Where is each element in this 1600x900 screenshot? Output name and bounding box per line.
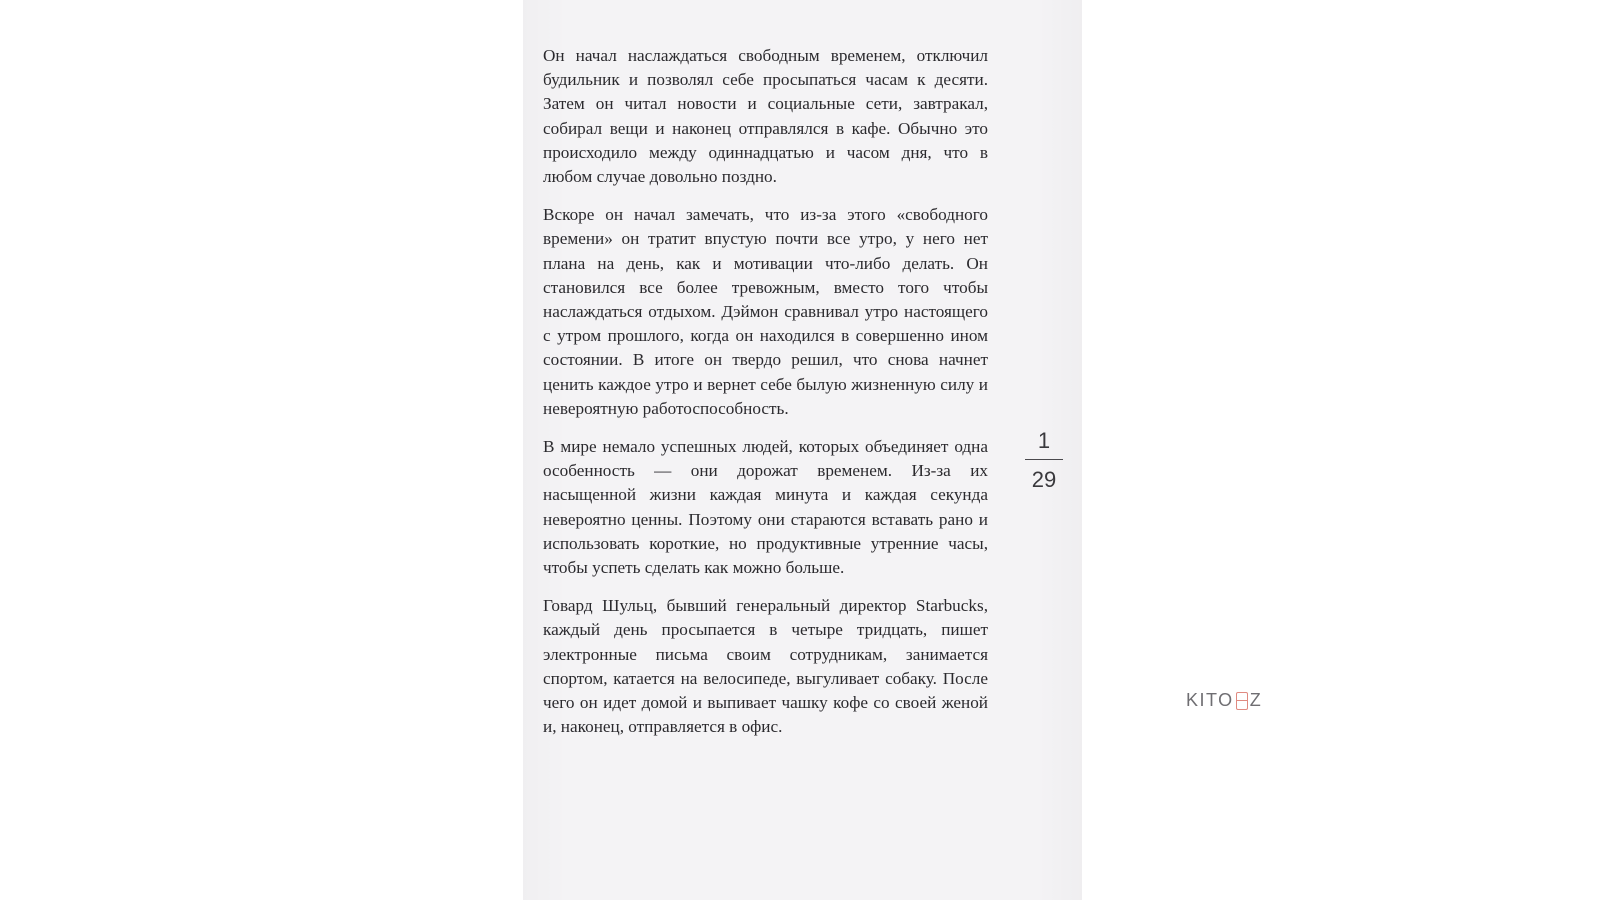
watermark-book-icon	[1236, 692, 1248, 710]
page-body-text	[543, 44, 988, 753]
watermark-text-right: Z	[1249, 690, 1263, 710]
paragraph-4: Говард Шульц, бывший генеральный директор Starbucks, каждый день просыпается в четыре тридцать, пишет электронные письма своим сотрудникам, занимается спортом, катается на велосипеде, выгуливает собаку. После чего он идет домой и выпивает чашку кофе со своей женой и, наконец, отправляется в офис.	[543, 596, 988, 737]
paragraph-2: Вскоре он начал замечать, что из-за этого «свободного времени» он тратит впустую почти все утро, у него нет плана на день, как и мотивации что-либо делать. Он становился все более тревожным, вместо того чтобы наслаждаться отдыхом. Дэймон сравнивал утро настоящего с утром прошлого, когда он находился в совершенно ином состоянии. В итоге он твердо решил, что снова начнет ценить каждое утро и вернет себе былую жизненную силу и невероятную работоспособность.	[543, 205, 988, 418]
page-number	[1023, 430, 1065, 491]
paragraph-3: В мире немало успешных людей, которых объединяет одна особенность — они дорожат временем. Из-за их насыщенной жизни каждая минута и каждая секунда невероятно ценны. Поэтому они стараются вставать рано и использовать короткие, но продуктивные утренние часы, чтобы успеть сделать как можно больше.	[543, 437, 988, 578]
watermark-text-left: KITO	[1186, 690, 1234, 710]
page-number-bottom: 29	[1031, 467, 1057, 492]
page-number-top: 1	[1037, 428, 1051, 453]
paragraph-1: Он начал наслаждаться свободным временем, отключил будильник и позволял себе просыпаться часам к десяти. Затем он читал новости и социальные сети, завтракал, собирал вещи и наконец отправлялся в кафе. Обычно это происходило между одиннадцатью и часом дня, что в любом случае довольно поздно.	[543, 46, 988, 187]
watermark-logo	[1186, 690, 1262, 711]
